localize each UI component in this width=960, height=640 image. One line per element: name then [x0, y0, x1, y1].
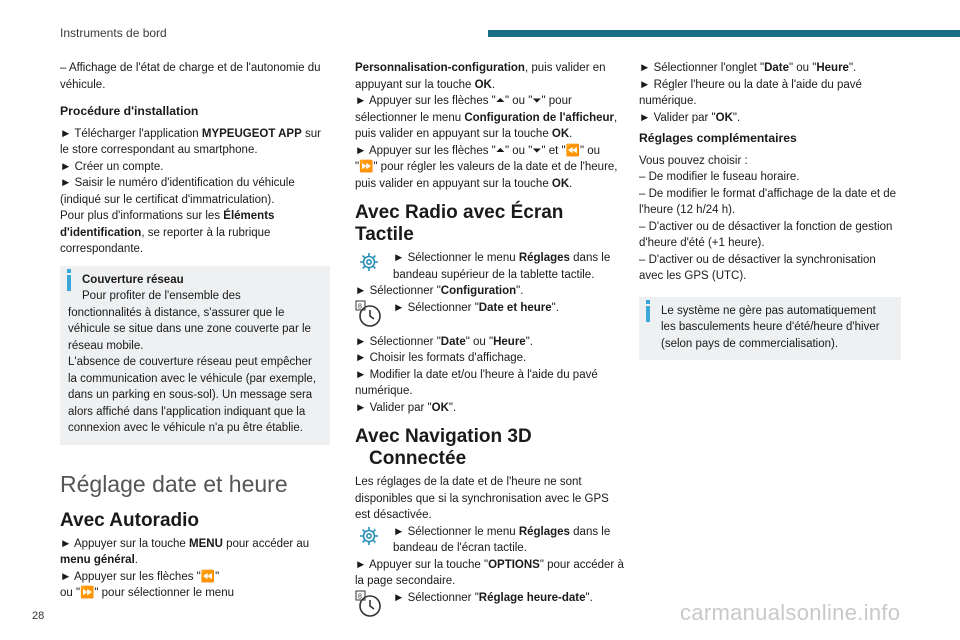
more-info: Pour plus d'informations sur les Éléments d'identification, se reporter à la rubrique correspondante. [60, 210, 275, 255]
autoradio-heading: Avec Autoradio [60, 509, 200, 531]
info-note-network [60, 266, 330, 445]
date-step-2: ► Régler l'heure ou la date à l'aide du pavé numérique. [639, 78, 862, 107]
page-number: 28 [32, 610, 45, 622]
extra-heading: Réglages complémentaires [639, 131, 797, 145]
gear-icon [355, 524, 383, 548]
svg-text:8: 8 [358, 303, 362, 310]
column-3 [639, 60, 901, 370]
install-step-3: ► Saisir le numéro d'identification du véhicule (indiqué sur le certificat d'immatriculation). [60, 177, 295, 206]
date-step-1: ► Sélectionner l'onglet "Date" ou "Heure". [639, 62, 857, 74]
radio-step-6: ► Modifier la date et/ou l'heure à l'aide du pavé numérique. [355, 368, 598, 397]
note-dst-body: Le système ne gère pas automatiquement les basculements heure d'été/heure d'hiver (selon pays de commercialisation). [661, 304, 880, 350]
radio-step-2: ► Sélectionner "Configuration". [355, 285, 524, 297]
option-4: – D'activer ou de désactiver la synchronisation avec les GPS (UTC). [639, 253, 876, 282]
radio-heading: Avec Radio avec Écran Tactile [355, 202, 564, 245]
config-step-2: ► Appuyer sur les flèches "⏶" ou "⏷" pour sélectionner le menu Configuration de l'afficheur, puis valider en appuyant sur la touche OK. [355, 95, 618, 140]
radio-step-4: ► Sélectionner "Date" ou "Heure". [355, 335, 533, 348]
radio-step-3: 8 ► Sélectionner "Date et heure". [355, 300, 625, 328]
header-accent-bar [488, 30, 960, 37]
note-body-2: L'absence de couverture réseau peut empêcher la communication avec le véhicule (par exemple, dans un parking en sous-sol). Un message sera alors affiché dans l'application indiquant que la connexion avec le véhicule n'a pu être établie. [68, 356, 317, 434]
column-1 [60, 60, 330, 602]
autoradio-step-1: ► Appuyer sur la touche MENU pour accéder au menu général. [60, 537, 310, 566]
nav-step-2: ► Appuyer sur la touche "OPTIONS" pour accéder à la page secondaire. [355, 558, 624, 587]
install-step-1: ► Télécharger l'application MYPEUGEOT APP sur le store correspondant au smartphone. [60, 127, 321, 156]
clock-icon [355, 300, 383, 328]
note-body: fonctionnalités à distance, s'assurer que le véhicule se situe dans une zone couverte par le réseau mobile. [68, 306, 311, 352]
install-step-2: ► Créer un compte. [60, 160, 164, 173]
section-title: Réglage date et heure [60, 459, 330, 498]
nav-step-3: 8 ► Sélectionner "Réglage heure-date". [355, 590, 625, 618]
column-2 [355, 60, 625, 618]
option-2: – De modifier le format d'affichage de la date et de l'heure (12 h/24 h). [639, 187, 897, 216]
radio-step-5: ► Choisir les formats d'affichage. [355, 352, 527, 364]
choose-text: Vous pouvez choisir : [639, 154, 748, 167]
option-3: – D'activer ou de désactiver la fonction de gestion d'heure d'été (+1 heure). [639, 220, 893, 249]
intro-text: – Affichage de l'état de charge et de l'autonomie du véhicule. [60, 62, 321, 91]
info-icon [646, 306, 650, 322]
config-step-1: Personnalisation-configuration, puis valider en appuyant sur la touche OK. [355, 62, 606, 91]
nav-heading: Avec Navigation 3D Connectée [355, 426, 532, 469]
info-icon [67, 275, 71, 291]
date-step-3: ► Valider par "OK". [639, 111, 741, 124]
config-step-3: ► Appuyer sur les flèches "⏶" ou "⏷" et "⏪" ou "⏩" pour régler les valeurs de la date et de l'heure, puis valider en appuyant sur la touche OK. [355, 144, 618, 190]
nav-intro: Les réglages de la date et de l'heure ne sont disponibles que si la synchronisation avec le GPS est désactivée. [355, 476, 609, 521]
running-header: Instruments de bord [60, 26, 167, 40]
radio-step-7: ► Valider par "OK". [355, 401, 457, 414]
option-1: – De modifier le fuseau horaire. [639, 171, 800, 183]
autoradio-step-2: ► Appuyer sur les flèches "⏪" [60, 570, 220, 583]
info-note-dst [639, 297, 901, 361]
svg-text:8: 8 [358, 593, 362, 600]
gear-icon [355, 250, 383, 274]
note-line-1: Pour profiter de l'ensemble des [82, 290, 241, 302]
note-title: Couverture réseau [82, 273, 184, 286]
watermark: carmanualsonline.info [680, 600, 901, 625]
radio-step-1: ► Sélectionner le menu Réglages dans le bandeau supérieur de la tablette tactile. [355, 250, 625, 283]
install-heading: Procédure d'installation [60, 104, 199, 118]
autoradio-step-3: ou "⏩" pour sélectionner le menu [60, 587, 234, 599]
clock-icon [355, 590, 383, 618]
nav-step-1: ► Sélectionner le menu Réglages dans le bandeau de l'écran tactile. [355, 524, 625, 557]
